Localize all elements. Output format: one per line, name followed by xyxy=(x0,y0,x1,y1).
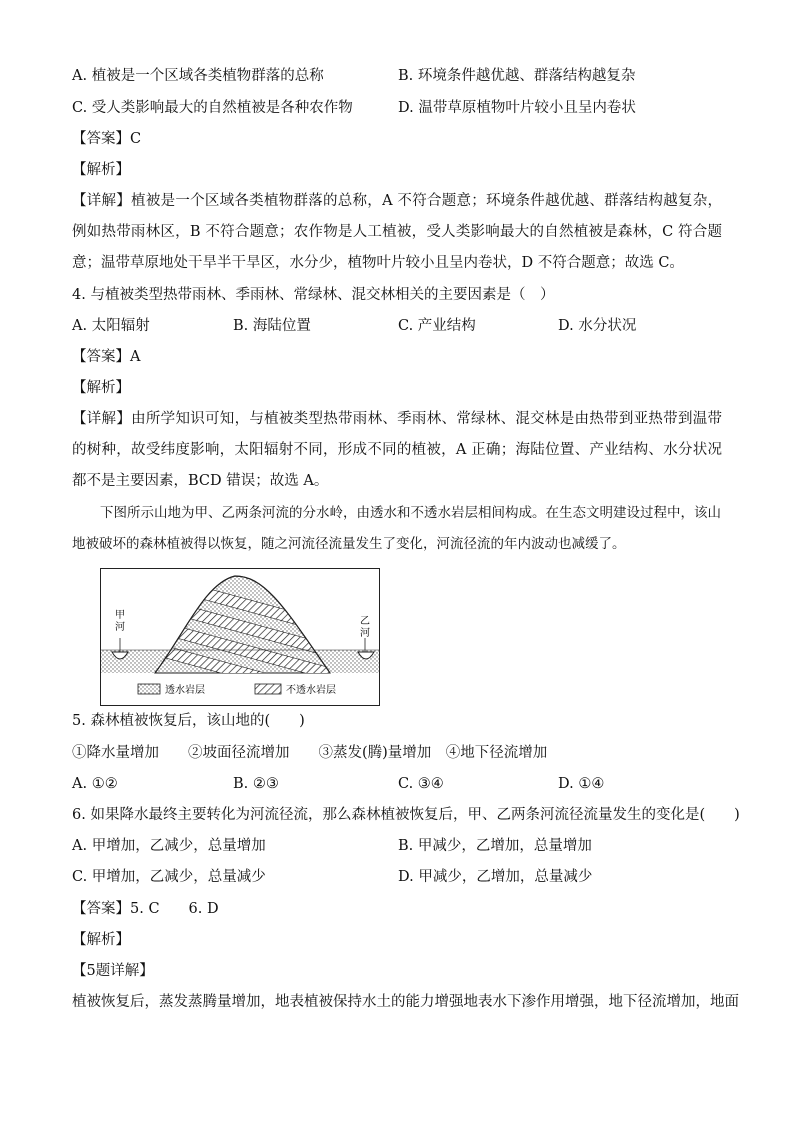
q5-detail-text: 植被恢复后，蒸发蒸腾量增加，地表植被保持水土的能力增强地表水下渗作用增强，地下径流增加，地面 xyxy=(72,994,739,1010)
q6-stem: 6. 如果降水最终主要转化为河流径流，那么森林植被恢复后，甲、乙两条河流径流量发生的变化是( ) xyxy=(72,807,740,823)
q4-option-b: B. 海陆位置 xyxy=(233,318,311,334)
q3-option-a: A. 植被是一个区域各类植物群落的总称 xyxy=(72,68,324,84)
q3-detail: 【详解】植被是一个区域各类植物群落的总称，A 不符合题意；环境条件越优越、群落结构越复杂，例如热带雨林区，B 不符合题意；农作物是人工植被，受人类影响最大的自然植被是森林，C 符合题意；温带草原地处干旱半干旱区，水分少，植物叶片较小且呈内卷状，D 不符合题意；故选 C。 xyxy=(72,193,722,271)
legend-permeable-swatch xyxy=(138,684,160,694)
q6-option-c: C. 甲增加，乙减少，总量减少 xyxy=(72,869,266,885)
q4-option-d: D. 水分状况 xyxy=(558,318,637,334)
q4-stem: 4. 与植被类型热带雨林、季雨林、常绿林、混交林相关的主要因素是（ ） xyxy=(72,287,555,303)
q5-option-d: D. ①④ xyxy=(558,776,605,792)
q4-analysis-label: 【解析】 xyxy=(72,380,130,396)
river-yi-label-2: 河 xyxy=(360,628,370,639)
q3-answer: 【答案】C xyxy=(72,131,142,147)
q3-option-c: C. 受人类影响最大的自然植被是各种农作物 xyxy=(72,100,353,116)
river-jia-label-2: 河 xyxy=(115,622,125,633)
q6-option-d: D. 甲减少，乙增加，总量减少 xyxy=(398,869,593,885)
q4-detail: 【详解】由所学知识可知，与植被类型热带雨林、季雨林、常绿林、混交林是由热带到亚热带到温带的树种，故受纬度影响，太阳辐射不同，形成不同的植被，A 正确；海陆位置、产业结构、水分状况都不是主要因素，BCD 错误；故选 A。 xyxy=(72,411,722,489)
legend-impermeable-label: 不透水岩层 xyxy=(286,685,336,696)
q6-option-b: B. 甲减少，乙增加，总量增加 xyxy=(398,838,592,854)
legend-impermeable-swatch xyxy=(255,684,281,694)
q56-analysis-label: 【解析】 xyxy=(72,932,130,948)
q4-answer: 【答案】A xyxy=(72,349,141,365)
q5-option-a: A. ①② xyxy=(72,776,118,792)
q3-analysis-label: 【解析】 xyxy=(72,162,130,178)
q4-option-c: C. 产业结构 xyxy=(398,318,476,334)
q5-stem: 5. 森林植被恢复后，该山地的( ) xyxy=(72,713,305,729)
q5-detail-title: 【5题详解】 xyxy=(72,963,154,979)
legend-permeable-label: 透水岩层 xyxy=(165,685,205,696)
river-yi-label-1: 乙 xyxy=(360,616,370,627)
river-jia-label-1: 甲 xyxy=(115,610,125,621)
q6-option-a: A. 甲增加，乙减少，总量增加 xyxy=(72,838,266,854)
q5-option-b: B. ②③ xyxy=(233,776,279,792)
q3-option-b: B. 环境条件越优越、群落结构越复杂 xyxy=(398,68,636,84)
cross-section-figure xyxy=(100,568,380,706)
q5-items: ①降水量增加 ②坡面径流增加 ③蒸发(腾)量增加 ④地下径流增加 xyxy=(72,745,548,761)
q56-answer: 【答案】5. C 6. D xyxy=(72,901,219,917)
q4-option-a: A. 太阳辐射 xyxy=(72,318,150,334)
q3-option-d: D. 温带草原植物叶片较小且呈内卷状 xyxy=(398,100,636,116)
material-intro: 下图所示山地为甲、乙两条河流的分水岭，由透水和不透水岩层相间构成。在生态文明建设过程中，该山地被破坏的森林植被得以恢复，随之河流径流量发生了变化，河流径流的年内波动也减缓了。 xyxy=(72,505,721,552)
q5-option-c: C. ③④ xyxy=(398,776,444,792)
